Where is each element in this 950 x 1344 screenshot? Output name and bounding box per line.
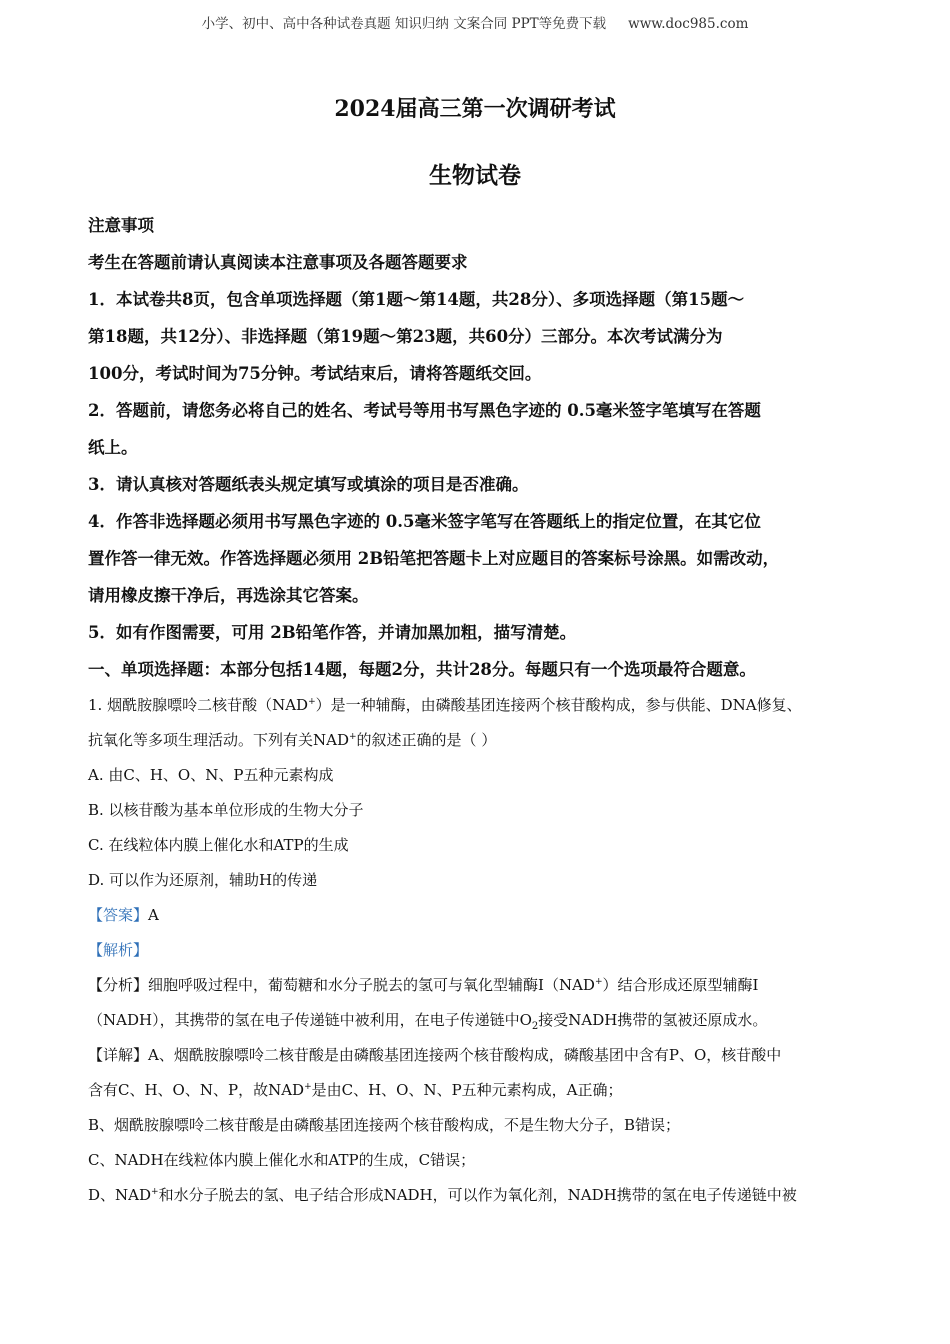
analysis-line bbox=[88, 933, 878, 968]
detail-line: 【详解】A、烟酰胺腺嘌呤二核苷酸是由磷酸基团连接两个核苷酸构成，磷酸基团中含有P、O，核苷酸中 bbox=[88, 1046, 782, 1064]
document-body bbox=[88, 207, 878, 1213]
notice-intro: 考生在答题前请认真阅读本注意事项及各题答题要求 bbox=[88, 253, 468, 272]
notice-heading: 注意事项 bbox=[88, 216, 154, 235]
site-header bbox=[0, 12, 950, 32]
notice-line: 纸上。 bbox=[88, 438, 138, 457]
notice-line: 100分，考试时间为75分钟。考试结束后，请将答题纸交回。 bbox=[88, 364, 542, 383]
question-stem: 1. 烟酰胺腺嘌呤二核苷酸（NAD+）是一种辅酶，由磷酸基团连接两个核苷酸构成，参与供能、DNA修复、 bbox=[88, 696, 802, 714]
notice-line: 3．请认真核对答题纸表头规定填写或填涂的项目是否准确。 bbox=[88, 475, 529, 494]
notice-line: 请用橡皮擦干净后，再选涂其它答案。 bbox=[88, 586, 369, 605]
detail-line: 含有C、H、O、N、P，故NAD+是由C、H、O、N、P五种元素构成，A正确； bbox=[88, 1081, 623, 1099]
header-text: 小学、初中、高中各种试卷真题 知识归纳 文案合同 PPT等免费下载 bbox=[201, 16, 607, 32]
notice-line: 2．答题前，请您务必将自己的姓名、考试号等用书写黑色字迹的 0.5毫米签字笔填写在答题 bbox=[88, 401, 761, 420]
fenxi-tag: 【分析】 bbox=[88, 976, 149, 994]
option-b: B. 以核苷酸为基本单位形成的生物大分子 bbox=[88, 801, 364, 819]
header-url[interactable]: www.doc985.com bbox=[628, 16, 749, 32]
analysis-tag: 【解析】 bbox=[88, 941, 149, 959]
option-d: D. 可以作为还原剂，辅助H的传递 bbox=[88, 871, 318, 889]
exam-title: 2024届高三第一次调研考试 bbox=[334, 96, 616, 122]
fenxi-line: （NADH），其携带的氢在电子传递链中被利用，在电子传递链中$O_2$接受NADH携带的氢被还原成水。 bbox=[88, 1011, 768, 1032]
notice-line: 第18题，共12分）、非选择题（第19题～第23题，共60分）三部分。本次考试满分为 bbox=[88, 327, 723, 346]
answer-tag: 【答案】 bbox=[88, 906, 149, 924]
notice-line: 置作答一律无效。作答选择题必须用 2B铅笔把答题卡上对应题目的答案标号涂黑。如需改动， bbox=[88, 549, 780, 568]
notice-line: 5．如有作图需要，可用 2B铅笔作答，并请加黑加粗，描写清楚。 bbox=[88, 623, 577, 642]
fenxi-line: 【分析】细胞呼吸过程中，葡萄糖和水分子脱去的氢可与氧化型辅酶Ⅰ（NAD+）结合形成还原型辅酶Ⅰ bbox=[88, 976, 759, 994]
detail-line: D、NAD+和水分子脱去的氢、电子结合形成NADH，可以作为氧化剂，NADH携带的氢在电子传递链中被 bbox=[88, 1186, 797, 1204]
option-a: A. 由C、H、O、N、P五种元素构成 bbox=[88, 766, 334, 784]
detail-line: B、烟酰胺腺嘌呤二核苷酸是由磷酸基团连接两个核苷酸构成，不是生物大分子，B错误； bbox=[88, 1116, 681, 1134]
notice-line: 4．作答非选择题必须用书写黑色字迹的 0.5毫米签字笔写在答题纸上的指定位置，在其它位 bbox=[88, 512, 761, 531]
section-heading: 一、单项选择题：本部分包括14题，每题2分，共计28分。每题只有一个选项最符合题意。 bbox=[88, 660, 756, 679]
answer-value: A bbox=[148, 906, 159, 924]
answer-line bbox=[88, 898, 878, 933]
detail-line: C、NADH在线粒体内膜上催化水和ATP的生成，C错误； bbox=[88, 1151, 476, 1169]
exam-subtitle: 生物试卷 bbox=[429, 162, 521, 189]
question-stem: 抗氧化等多项生理活动。下列有关NAD+的叙述正确的是（ ） bbox=[88, 731, 497, 749]
notice-line: 1．本试卷共8页，包含单项选择题（第1题～第14题，共28分）、多项选择题（第15题～ bbox=[88, 290, 745, 309]
option-c: C. 在线粒体内膜上催化水和ATP的生成 bbox=[88, 836, 349, 854]
detail-tag: 【详解】 bbox=[88, 1046, 149, 1064]
